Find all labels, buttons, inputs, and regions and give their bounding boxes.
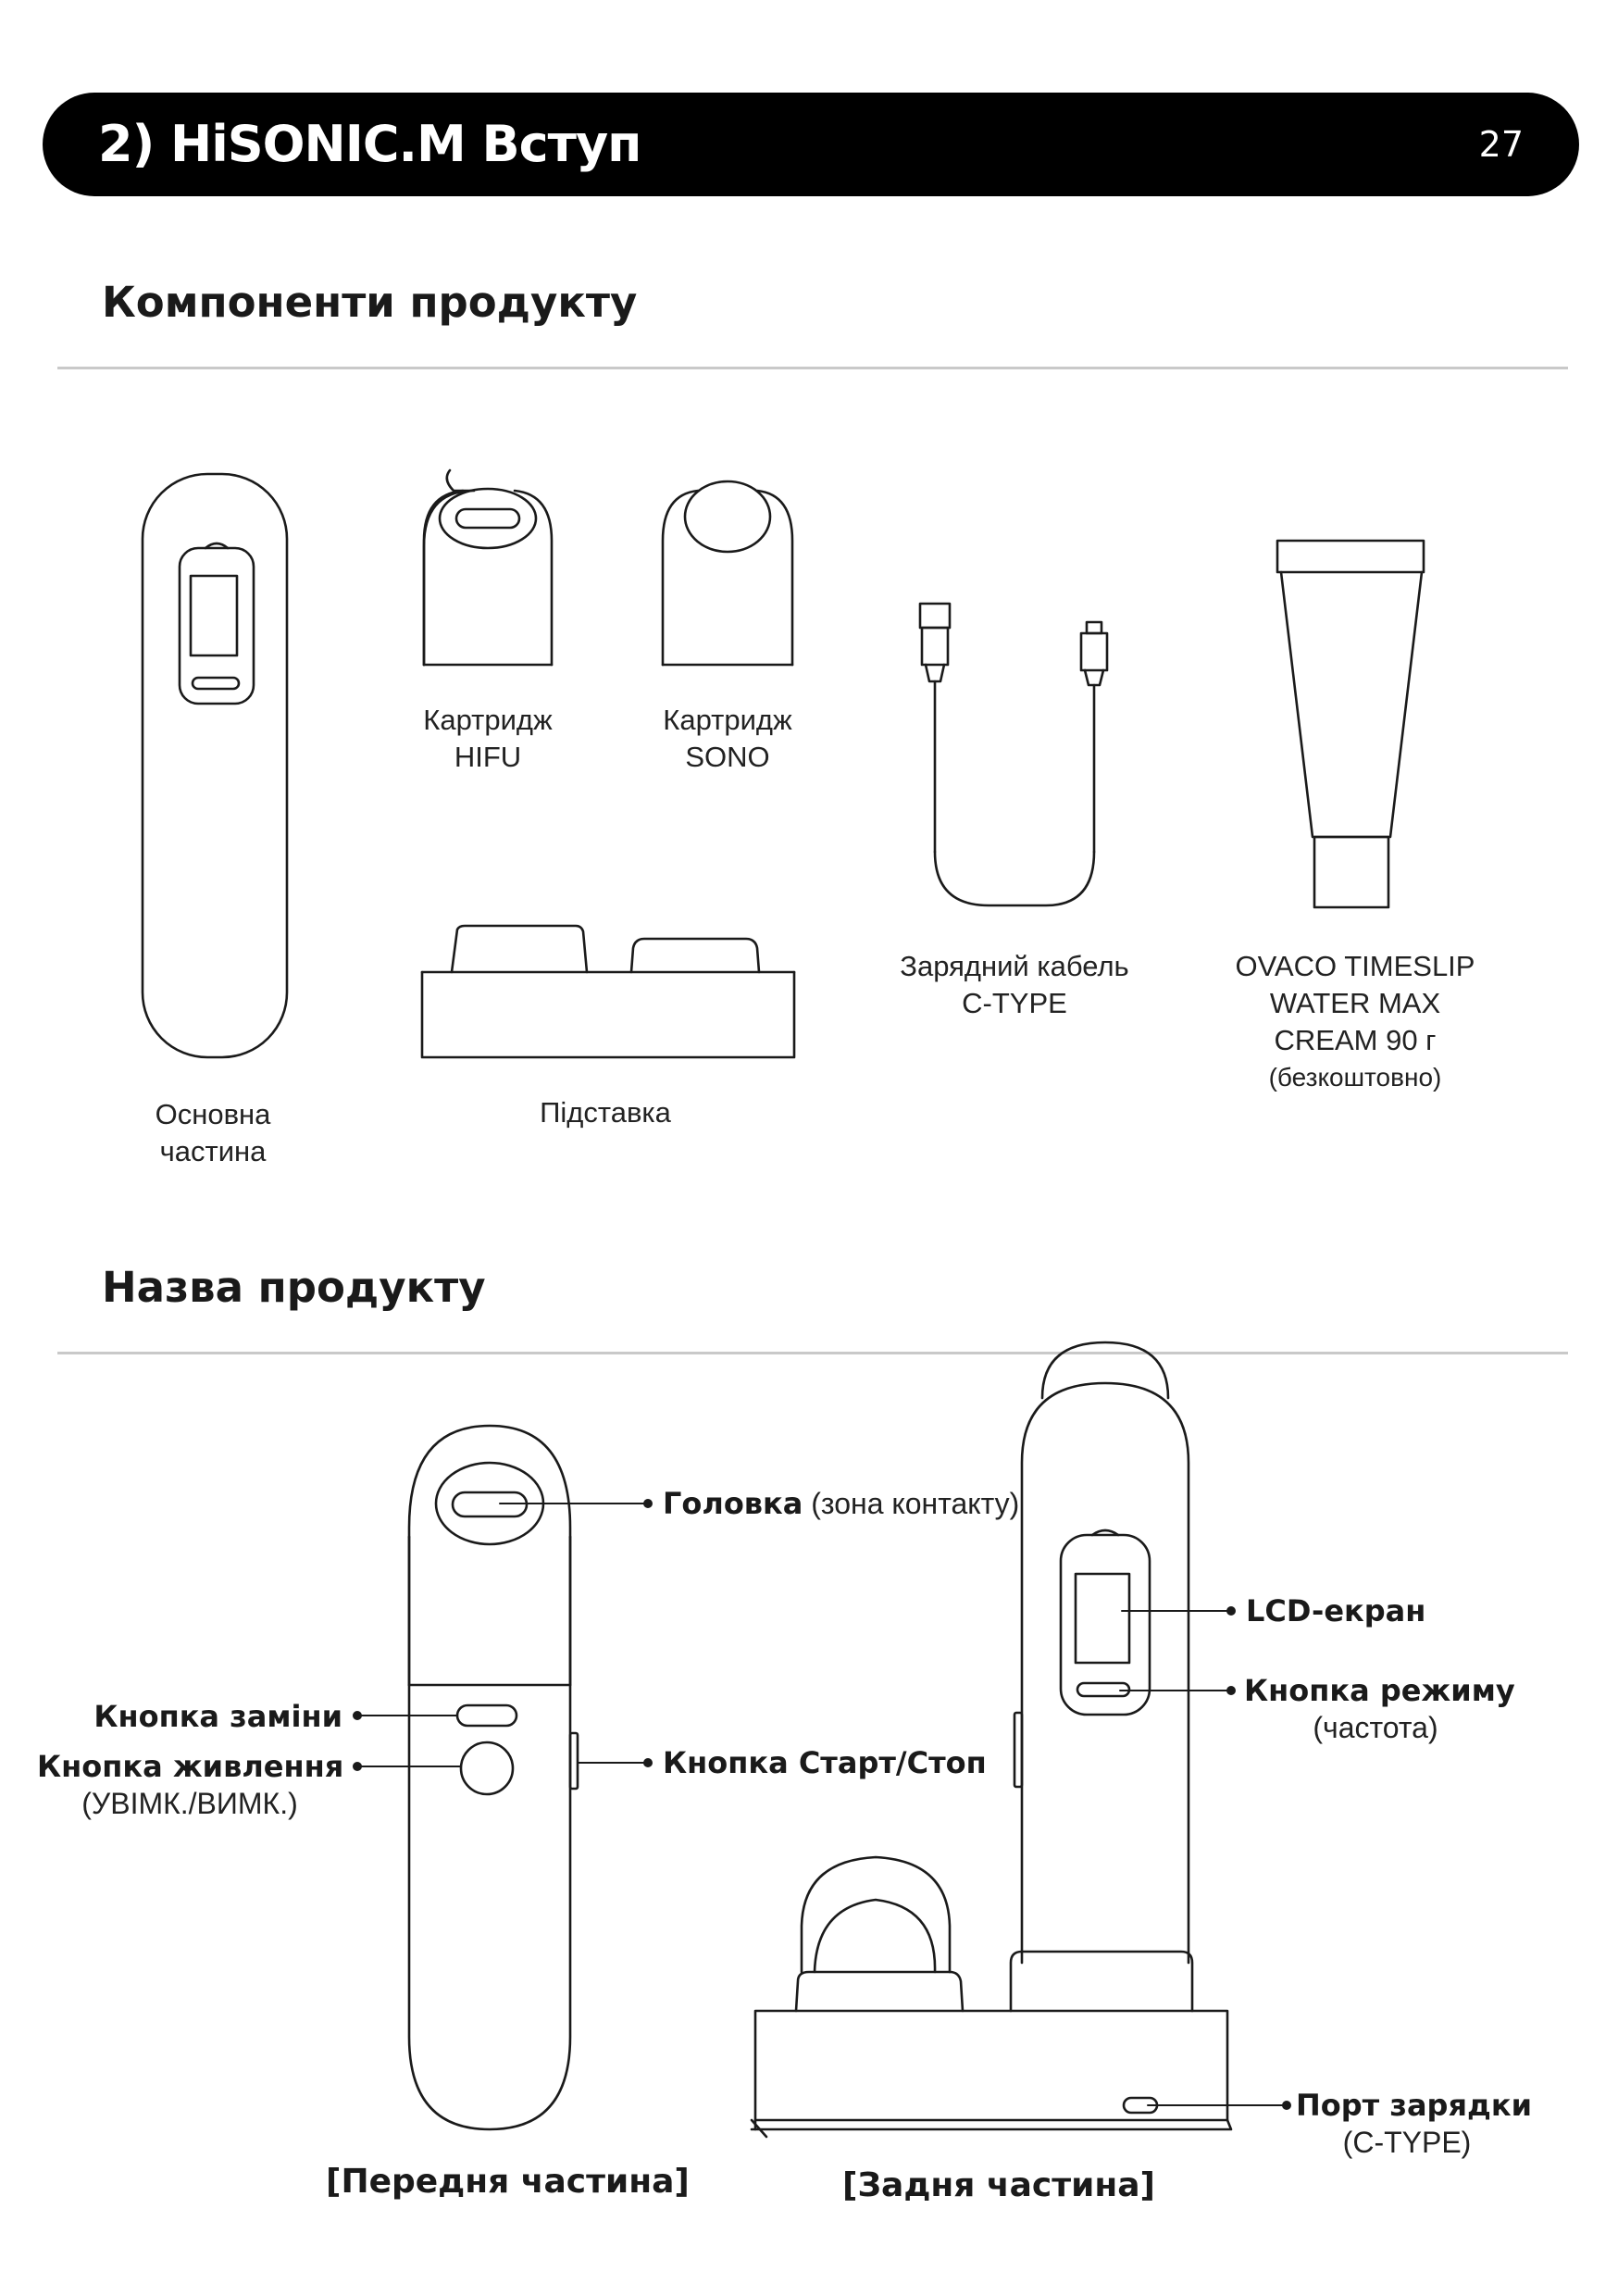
head-label-note: (зона контакту): [803, 1487, 1020, 1520]
power-button-label-sub: (УВІМК./ВИМК.): [81, 1787, 298, 1820]
sono-caption-line2: SONO: [685, 741, 770, 773]
cream-caption-note: (безкоштовно): [1268, 1063, 1442, 1092]
lcd-label: [1246, 1592, 1425, 1629]
cream-caption-line2: WATER MAX: [1269, 987, 1441, 1019]
lcd-label-text: LCD-екран: [1246, 1593, 1426, 1628]
stand-caption: [513, 1094, 698, 1131]
sono-caption-line1: Картридж: [663, 704, 792, 736]
cable-caption-line1: Зарядний кабель: [900, 950, 1129, 982]
front-view-caption: [Передня частина]: [326, 2163, 690, 2201]
start-stop-button-label: [663, 1744, 987, 1781]
main-body-caption-line2: частина: [159, 1135, 267, 1167]
head-label-bold: Головка: [663, 1486, 803, 1521]
mode-button-label-sub: (частота): [1313, 1711, 1438, 1744]
power-button-label: [37, 1748, 342, 1822]
start-stop-button-label-text: Кнопка Старт/Стоп: [663, 1745, 987, 1780]
power-button-label-text: Кнопка живлення: [37, 1749, 344, 1784]
hifu-cartridge-caption: [395, 702, 580, 776]
cream-caption: [1198, 948, 1512, 1096]
cream-caption-line1: OVACO TIMESLIP: [1235, 950, 1475, 982]
back-view-caption: [Задня частина]: [842, 2166, 1155, 2204]
replace-button-label: [37, 1698, 342, 1735]
components-heading: Компоненти продукту: [102, 278, 638, 327]
main-body-caption-line1: Основна: [155, 1098, 271, 1130]
charging-port-label-text: Порт зарядки: [1296, 2088, 1532, 2123]
cream-caption-line3: CREAM 90 г: [1274, 1024, 1437, 1056]
cream-tube-illustration: [1277, 541, 1424, 907]
cable-caption: [866, 948, 1163, 1022]
front-view-illustration: [409, 1426, 578, 2129]
main-body-illustration: [143, 474, 287, 1057]
sono-cartridge-caption: [635, 702, 820, 776]
charging-cable-illustration: [920, 604, 1107, 905]
back-view-illustration: [752, 1342, 1231, 2137]
mode-button-label-text: Кнопка режиму: [1244, 1673, 1515, 1708]
hifu-caption-line1: Картридж: [423, 704, 553, 736]
stand-caption-line1: Підставка: [540, 1096, 671, 1129]
stand-illustration: [422, 926, 794, 1057]
cable-caption-line2: C-TYPE: [962, 987, 1067, 1019]
hifu-cartridge-illustration: [424, 470, 552, 665]
replace-button-label-text: Кнопка заміни: [93, 1699, 342, 1734]
mode-button-label: [1244, 1672, 1515, 1746]
charging-port-label-sub: (C-TYPE): [1342, 2126, 1472, 2159]
product-names-heading: Назва продукту: [102, 1263, 486, 1312]
charging-port-label: [1296, 2087, 1532, 2161]
main-body-caption: [120, 1096, 305, 1170]
page-title: 2) HiSONIC.M Вступ: [98, 115, 641, 173]
sono-cartridge-illustration: [663, 481, 792, 665]
head-label: [663, 1485, 1019, 1522]
page-number: 27: [1478, 124, 1524, 165]
hifu-caption-line2: HIFU: [454, 741, 522, 773]
